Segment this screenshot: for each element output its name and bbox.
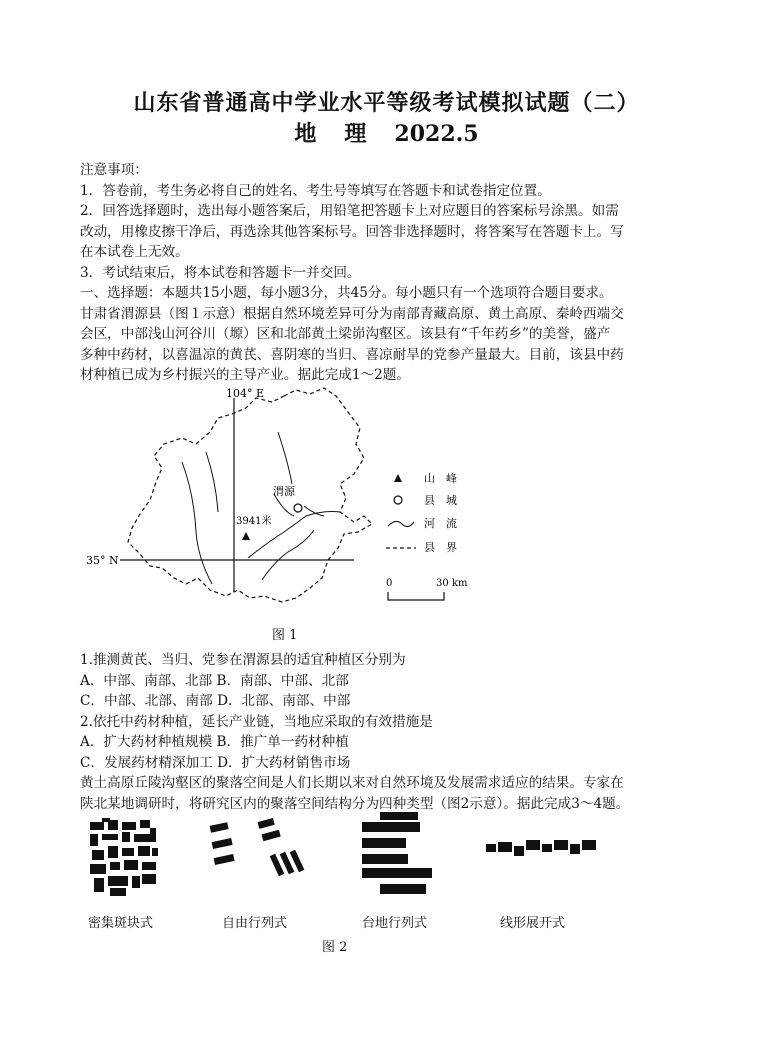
map-legend xyxy=(386,471,457,554)
q2-options-ab: A．扩大药材种植规模 B．推广单一药材种植 xyxy=(80,734,349,750)
note-2-line-3: 在本试卷上无效。 xyxy=(80,244,189,260)
legend-town-icon xyxy=(394,496,402,504)
notes-heading: 注意事项： xyxy=(80,162,148,178)
legend-river-label: 河 流 xyxy=(424,517,457,530)
county-border xyxy=(128,388,372,602)
pattern-label-4: 线形展开式 xyxy=(500,916,566,931)
passage1-line-1: 甘肃省渭源县（图１示意）根据自然环境差异可分为南部青藏高原、黄土高原、秦岭西端交 xyxy=(80,305,624,322)
river xyxy=(304,506,324,516)
passage1-line-2: 会区，中部浅山河谷川（塬）区和北部黄土梁峁沟壑区。该县有“千年药乡”的美誉，盛产 xyxy=(80,326,611,342)
figure2-diagram xyxy=(80,810,600,900)
notes-section xyxy=(80,160,700,386)
free-row-pattern xyxy=(210,818,305,876)
q2-stem: 2.依托中药材种植，延长产业链，当地应采取的有效措施是 xyxy=(80,713,433,730)
q2-options-cd: C．发展药材精深加工 D．扩大药材销售市场 xyxy=(80,754,351,771)
county-name-label: 渭源 xyxy=(273,485,295,498)
scale-bar xyxy=(386,578,468,600)
note-1: 1．答卷前，考生务必将自己的姓名、考生号等填写在答题卡和试卷指定位置。 xyxy=(80,182,551,199)
legend-peak-label: 山 峰 xyxy=(424,472,457,485)
pattern-label-2: 自由行列式 xyxy=(222,916,288,931)
passage1-line-3: 多种中药材，以喜温凉的黄芪、喜阴寒的当归、喜凉耐旱的党参产量最大。目前，该县中药 xyxy=(80,346,624,363)
scale-zero-label: 0 xyxy=(386,578,393,589)
note-2-line-2: 改动，用橡皮擦干净后，再选涂其他答案标号。回答非选择题时，将答案写在答题卡上。写 xyxy=(80,223,624,240)
note-2-line-1: 2．回答选择题时，选出每小题答案后，用铅笔把答题卡上对应题目的答案标号涂黑。如需 xyxy=(80,203,619,219)
legend-river-icon xyxy=(388,521,414,526)
scale-max-label: 30 km xyxy=(436,578,468,589)
passage2-line-2: 陕北某地调研时，将研究区内的聚落空间结构分为四种类型（图2示意）。据此完成3～4题。 xyxy=(80,795,630,812)
exam-date: 2022.5 xyxy=(394,121,479,147)
peak-height-label: 3941米 xyxy=(236,516,272,527)
section1-heading: 一、选择题：本题共15小题，每小题3分，共45分。每小题只有一个选项符合题目要求。 xyxy=(80,285,613,301)
subject-char-1: 地 xyxy=(294,121,317,147)
river xyxy=(182,462,212,584)
river xyxy=(206,452,218,512)
legend-peak-icon xyxy=(394,474,402,482)
linear-spread-pattern xyxy=(486,840,596,856)
subject-char-2: 理 xyxy=(344,121,367,147)
river xyxy=(262,530,314,580)
passage2-line-1: 黄土高原丘陵沟壑区的聚落空间是人们长期以来对自然环境及发展需求适应的结果。专家在 xyxy=(80,775,624,791)
exam-subtitle xyxy=(0,117,773,148)
dense-patch-pattern xyxy=(90,818,158,896)
figure2-caption: 图 2 xyxy=(322,940,348,955)
pattern-label-3: 台地行列式 xyxy=(362,916,428,931)
note-3: 3．考试结束后，将本试卷和答题卡一并交回。 xyxy=(80,264,361,281)
peak-icon xyxy=(242,532,250,540)
figure1-caption: 图 1 xyxy=(272,628,298,643)
q1-stem: 1.推测黄芪、当归、党参在渭源县的适宜种植区分别为 xyxy=(80,652,406,668)
figure1-map xyxy=(78,382,488,622)
county-town-icon xyxy=(294,504,302,512)
latitude-label: 35° N xyxy=(86,554,119,567)
legend-town-label: 县 城 xyxy=(424,494,457,507)
exam-title: 山东省普通高中学业水平等级考试模拟试题（二） xyxy=(133,90,640,116)
legend-border-label: 县 界 xyxy=(424,541,457,554)
q1-options-ab: A．中部、南部、北部 B．南部、中部、北部 xyxy=(80,672,349,689)
terrace-row-pattern xyxy=(362,812,432,894)
questions-section xyxy=(80,650,700,814)
q1-options-cd: C．中部、北部、南部 D．北部、南部、中部 xyxy=(80,693,351,709)
longitude-label: 104° E xyxy=(226,387,265,400)
pattern-label-1: 密集斑块式 xyxy=(88,916,154,931)
passage1-line-4: 材种植已成为乡村振兴的主导产业。据此完成1～2题。 xyxy=(80,367,410,383)
river xyxy=(278,432,292,484)
